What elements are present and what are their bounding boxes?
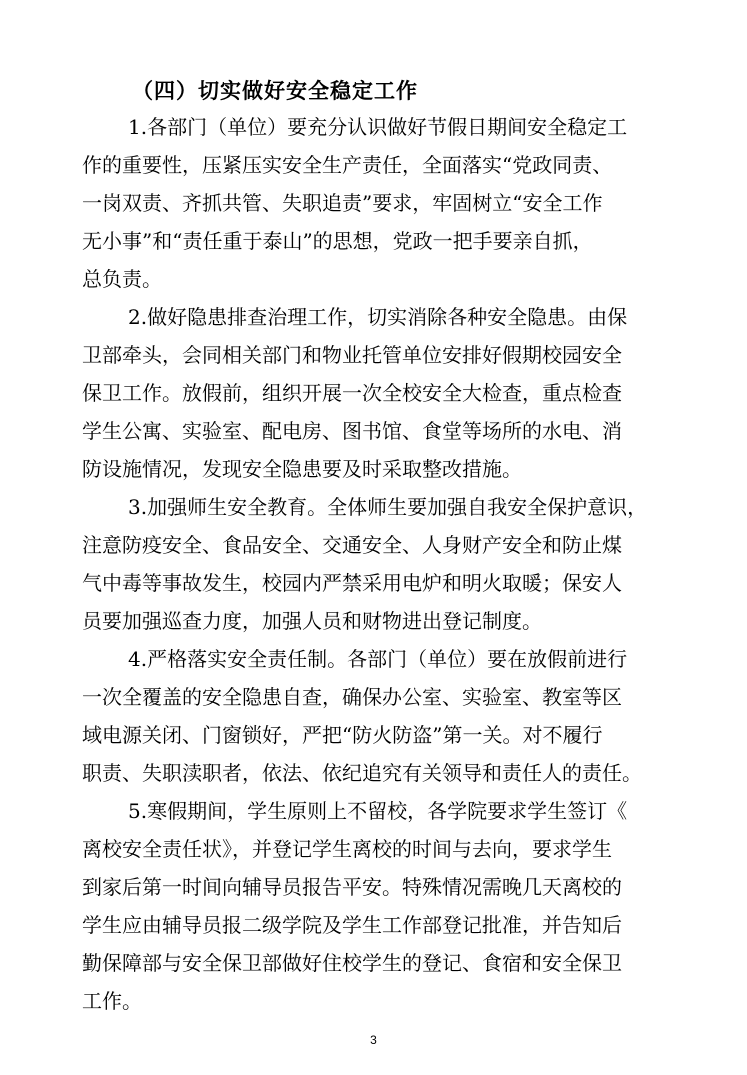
paragraph-2-line: 卫部牵头，会同相关部门和物业托管单位安排好假期校园安全 bbox=[82, 343, 622, 367]
paragraph-5-line: 到家后第一时间向辅导员报告平安。特殊情况需晚几天离校的 bbox=[82, 875, 622, 899]
paragraph-2-line: 防设施情况，发现安全隐患要及时采取整改措施。 bbox=[82, 457, 522, 481]
paragraph-4-line: 4.严格落实安全责任制。各部门（单位）要在放假前进行 bbox=[128, 647, 628, 671]
paragraph-2-line: 2.做好隐患排查治理工作，切实消除各种安全隐患。由保 bbox=[128, 305, 628, 329]
paragraph-4-line: 一次全覆盖的安全隐患自查，确保办公室、实验室、教室等区 bbox=[82, 685, 622, 709]
paragraph-5-line: 5.寒假期间，学生原则上不留校，各学院要求学生签订《 bbox=[128, 799, 628, 823]
paragraph-5-line: 勤保障部与安全保卫部做好住校学生的登记、食宿和安全保卫 bbox=[82, 951, 622, 975]
paragraph-3-line: 气中毒等事故发生，校园内严禁采用电炉和明火取暖；保安人 bbox=[82, 571, 622, 595]
paragraph-3-line: 员要加强巡查力度，加强人员和财物进出登记制度。 bbox=[82, 609, 542, 633]
paragraph-1-line: 作的重要性，压紧压实安全生产责任，全面落实“党政同责、 bbox=[82, 153, 613, 177]
paragraph-3-line: 注意防疫安全、食品安全、交通安全、人身财产安全和防止煤 bbox=[82, 533, 622, 557]
paragraph-1-line: 一岗双责、齐抓共管、失职追责”要求，牢固树立“安全工作 bbox=[82, 191, 603, 215]
paragraph-5-line: 工作。 bbox=[82, 989, 142, 1013]
section-heading: （四）切实做好安全稳定工作 bbox=[132, 78, 418, 103]
paragraph-1-line: 总负责。 bbox=[82, 267, 162, 291]
paragraph-3-line: 3.加强师生安全教育。全体师生要加强自我安全保护意识， bbox=[128, 495, 648, 519]
paragraph-5-line: 学生应由辅导员报二级学院及学生工作部登记批准，并告知后 bbox=[82, 913, 622, 937]
paragraph-2-line: 保卫工作。放假前，组织开展一次全校安全大检查，重点检查 bbox=[82, 381, 622, 405]
paragraph-4-line: 职责、失职渎职者，依法、依纪追究有关领导和责任人的责任。 bbox=[82, 761, 642, 785]
paragraph-5-line: 离校安全责任状》，并登记学生离校的时间与去向，要求学生 bbox=[82, 837, 612, 861]
paragraph-2-line: 学生公寓、实验室、配电房、图书馆、食堂等场所的水电、消 bbox=[82, 419, 622, 443]
paragraph-1-line: 1.各部门（单位）要充分认识做好节假日期间安全稳定工 bbox=[128, 115, 628, 139]
paragraph-1-line: 无小事”和“责任重于泰山”的思想，党政一把手要亲自抓， bbox=[82, 229, 593, 253]
page-number: 3 bbox=[370, 1033, 377, 1047]
paragraph-4-line: 域电源关闭、门窗锁好，严把“防火防盗”第一关。对不履行 bbox=[82, 723, 603, 747]
